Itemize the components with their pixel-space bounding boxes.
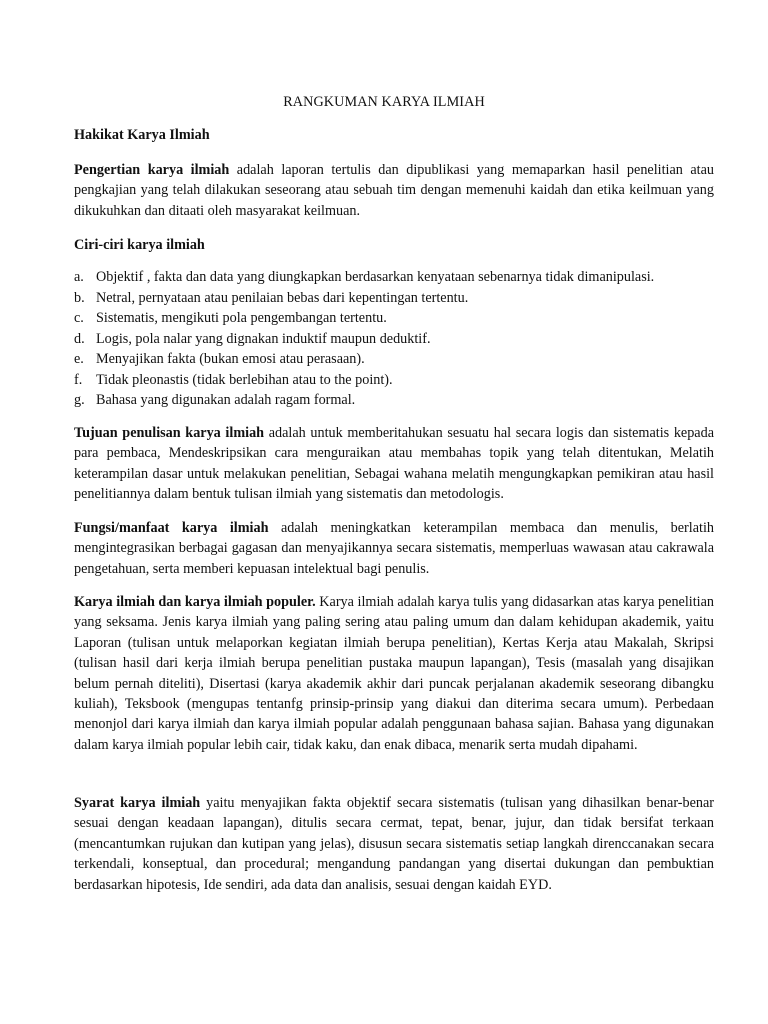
list-item-text: Menyajikan fakta (bukan emosi atau perasaan).	[96, 351, 365, 367]
list-item-text: Objektif , fakta dan data yang diungkapkan berdasarkan kenyataan sebenarnya tidak dimanipulasi.	[96, 269, 655, 285]
list-item-text: Logis, pola nalar yang dignakan induktif maupun deduktif.	[96, 330, 431, 347]
document-title: RANGKUMAN KARYA ILMIAH	[283, 94, 485, 110]
list-marker: d.	[74, 330, 85, 347]
paragraph-pengertian	[74, 160, 714, 221]
paragraph-lead: Pengertian karya ilmiah	[74, 162, 230, 178]
section-heading: Hakikat Karya Ilmiah	[74, 127, 210, 143]
list-item-text: Tidak pleonastis (tidak berlebihan atau to the point).	[96, 371, 393, 388]
list-item-text: Netral, pernyataan atau penilaian bebas dari kepentingan tertentu.	[96, 289, 469, 306]
paragraph-lead: Tujuan penulisan karya ilmiah	[74, 425, 265, 441]
list-item	[74, 370, 714, 391]
paragraph-syarat	[74, 793, 714, 895]
paragraph-lead: Syarat karya ilmiah	[74, 795, 201, 811]
list-item	[74, 329, 714, 350]
list-marker: g.	[74, 392, 85, 408]
list-item	[74, 288, 714, 309]
paragraph-text: Karya ilmiah adalah karya tulis yang didasarkan atas karya penelitian yang seksama. Jenis karya ilmiah yang paling sering atau paling umum dan dalam kehidupan akademik, yaitu Laporan (tulisan untuk melaporkan kegiatan ilmiah berupa penelitian), Kertas Kerja atau Makalah, Skripsi (tulisan hasil dari kerja ilmiah berupa penelitian pustaka maupun lapangan), Tesis (masalah yang disajikan belum pernah diteliti), Disertasi (karya akademik akhir dari puncak perjalanan akademik seseorang dibangku kuliah), Teksbook (mengupas tentanfg prinsip-prinsip yang diakui dan diterima secara umum). Perbedaan menonjol dari karya ilmiah dan karya ilmiah popular adalah penggunaan bahasa sajian. Bahasa yang digunakan dalam karya ilmiah popular lebih cair, tidak kaku, dan enak dibaca, menarik serta mudah dipahami.	[74, 594, 714, 753]
list-item	[74, 390, 714, 411]
ciri-heading: Ciri-ciri karya ilmiah	[74, 237, 205, 253]
list-marker: c.	[74, 310, 84, 326]
paragraph-text: adalah laporan tertulis dan dipublikasi yang memaparkan hasil penelitian atau pengkajian yang telah dilakukan seseorang atau sebuah tim dengan memenuhi kaidah dan etika keilmuan yang dikukuhkan dan ditaati oleh masyarakat keilmuan.	[74, 162, 714, 219]
paragraph-text: adalah untuk memberitahukan sesuatu hal secara logis dan sistematis kepada para pembaca, Mendeskripsikan cara menguraikan atau membahas topik yang telah ditentukan, Melatih keterampilan dasar untuk melakukan penelitian, Sebagai wahana melatih mengungkapkan pemikiran atau hasil penelitiannya dalam bentuk tulisan ilmiah yang sistematis dan metodologis.	[74, 425, 714, 503]
list-item-text: Bahasa yang digunakan adalah ragam formal.	[96, 392, 356, 408]
list-marker: e.	[74, 351, 84, 367]
ciri-list	[74, 267, 714, 411]
list-item-text: Sistematis, mengikuti pola pengembangan tertentu.	[96, 310, 387, 326]
paragraph-populer	[74, 592, 714, 755]
paragraph-text: adalah meningkatkan keterampilan membaca dan menulis, berlatih mengintegrasikan berbagai gagasan dan menyajikannya secara sistematis, memperluas wawasan atau cakrawala pengetahuan, serta memberi kepuasan intelektual bagi penulis.	[74, 520, 714, 577]
paragraph-lead: Karya ilmiah dan karya ilmiah populer.	[74, 594, 316, 610]
list-item	[74, 349, 714, 370]
list-item	[74, 308, 714, 329]
list-marker: b.	[74, 289, 85, 306]
list-marker: f.	[74, 371, 83, 388]
paragraph-fungsi	[74, 518, 714, 579]
paragraph-tujuan	[74, 423, 714, 505]
paragraph-lead: Fungsi/manfaat karya ilmiah	[74, 520, 269, 536]
list-marker: a.	[74, 269, 84, 285]
paragraph-text: yaitu menyajikan fakta objektif secara sistematis (tulisan yang dihasilkan benar-benar sesuai dengan keadaan lapangan), ditulis secara cermat, tepat, benar, jujur, dan tidak bersifat terkaan (mencantumkan rujukan dan kutipan yang jelas), disusun secara sistematis setiap langkah direnccanakan secara terkendali, konseptual, dan procedural; mengandung pandangan yang disertai dukungan dan pembuktian berdasarkan hipotesis, Ide sendiri, ada data dan analisis, sesuai dengan kaidah EYD.	[74, 795, 714, 893]
list-item	[74, 267, 714, 288]
